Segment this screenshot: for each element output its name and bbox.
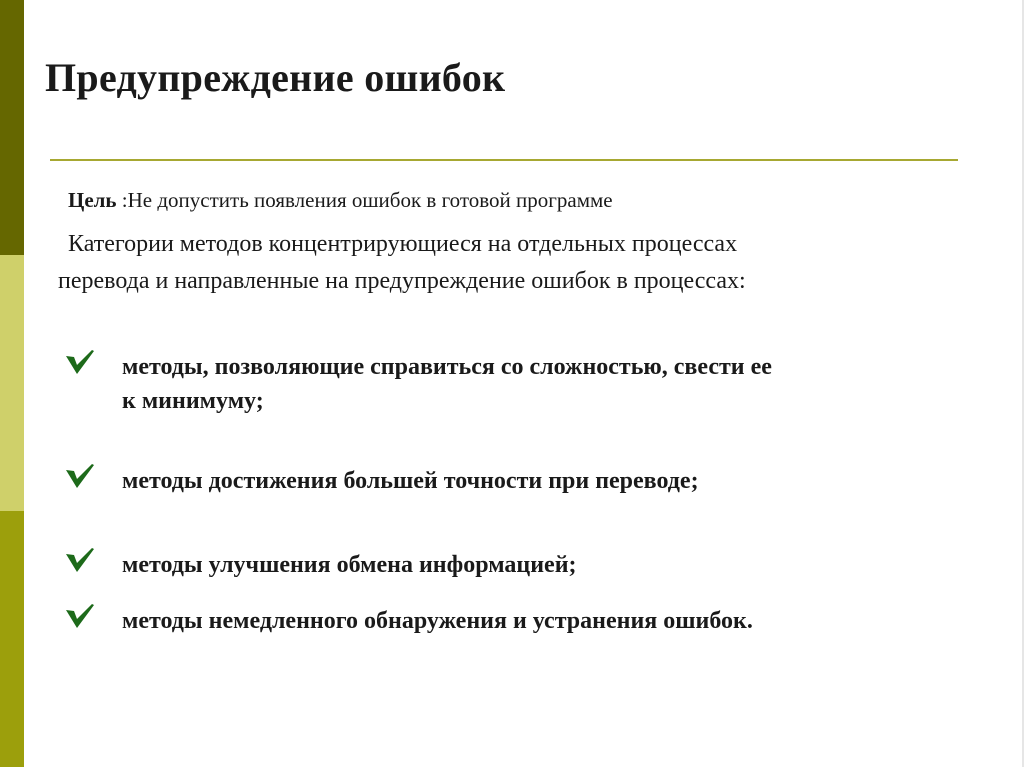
goal-label: Цель <box>68 188 117 212</box>
sidebar-segment-top <box>0 0 24 255</box>
bullet-item <box>64 464 699 494</box>
bullet-text: методы, позволяющие справиться со сложностью, свести ее к минимуму; <box>122 354 772 414</box>
bullet-text: методы улучшения обмена информацией; <box>122 552 577 578</box>
goal-text: :Не допустить появления ошибок в готовой программе <box>116 188 613 212</box>
title-divider <box>50 159 958 161</box>
sidebar-color-bar <box>0 0 24 767</box>
slide-title: Предупреждение ошибок <box>45 55 506 100</box>
checkmark-arrow-icon <box>64 462 96 490</box>
bullet-text: методы достижения большей точности при переводе; <box>122 468 699 494</box>
bullet-item <box>64 604 753 634</box>
bullet-item <box>64 548 577 578</box>
goal-statement <box>68 188 613 213</box>
sidebar-segment-middle <box>0 255 24 511</box>
categories-line-1: Категории методов концентрирующиеся на отдельных процессах <box>68 231 738 257</box>
sidebar-segment-bottom <box>0 511 24 767</box>
bullet-item <box>64 350 772 414</box>
checkmark-arrow-icon <box>64 602 96 630</box>
checkmark-arrow-icon <box>64 546 96 574</box>
checkmark-arrow-icon <box>64 348 96 376</box>
bullet-text: методы немедленного обнаружения и устранения ошибок. <box>122 608 753 634</box>
categories-paragraph <box>58 226 938 300</box>
categories-line-2: перевода и направленные на предупреждение ошибок в процессах: <box>58 268 746 294</box>
